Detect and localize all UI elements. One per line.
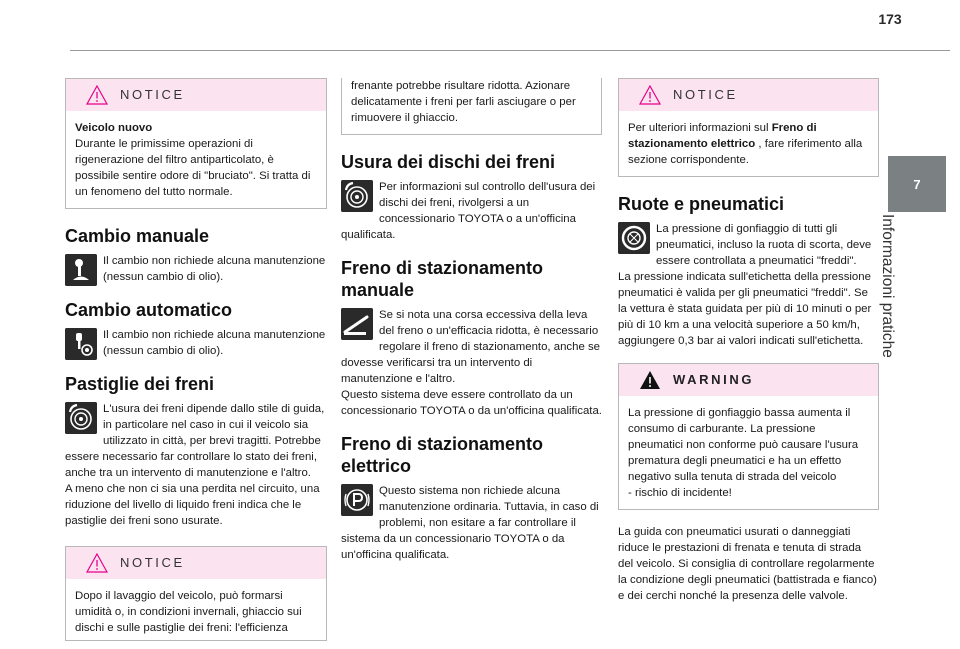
notice-body (66, 579, 326, 640)
parking-button-icon (341, 484, 373, 516)
warning-header (619, 364, 878, 396)
section-title: Cambio manuale (65, 226, 210, 246)
notice-text: Durante le primissime operazioni di rigenerazione del filtro antiparticolato, è possibile sentire odore di "bruciato". Si tratta di un fenomeno del tutto normale. (75, 138, 311, 198)
chapter-number: 7 (913, 176, 921, 192)
brake-disc-icon (65, 402, 97, 434)
warning-text: La pressione di gonfiaggio bassa aumenta il consumo di carburante. La pressione pneumatici non conforme può causare l'usura prematura degli pneumatici e ha un effetto negativo sulla tenuta di strada del veicolo (628, 407, 859, 483)
section-title: Pastiglie dei freni (65, 374, 215, 394)
notice-box-continued (341, 78, 602, 135)
section-title: Ruote e pneumatici (618, 194, 785, 214)
notice-box-new-vehicle (65, 78, 327, 209)
section-title: Freno di stazionamento elettrico (341, 434, 544, 476)
parking-lever-icon (341, 308, 373, 340)
section-text-2: A meno che non ci sia una perdita nel circuito, una riduzione del livello di liquido freni indica che le pastiglie dei freni sono usurate. (65, 483, 320, 527)
gear-lever-icon (65, 328, 97, 360)
notice-text: Dopo il lavaggio del veicolo, può formarsi umidità o, in condizioni invernali, ghiaccio sui dischi e sulle pastiglie dei freni: l'efficienza (75, 590, 302, 634)
section-brake-discs (341, 151, 602, 243)
notice-box-washing (65, 546, 327, 641)
warning-label: WARNING (673, 372, 755, 387)
section-manual-gearbox (65, 225, 327, 285)
section-brake-pads (65, 373, 327, 529)
column-2 (341, 78, 602, 563)
section-text: Se si nota una corsa eccessiva della leva del freno o un'efficacia ridotta, è necessario regolare il freno di stazionamento, anche se dovesse verificarsi tra un intervento di manutenzione e l'altro. (341, 309, 600, 385)
section-electric-parking-brake (341, 433, 602, 563)
warning-text-2: - rischio di incidente! (628, 487, 732, 499)
notice-label: NOTICE (673, 87, 738, 102)
header-rule (70, 50, 950, 51)
notice-body (342, 78, 601, 134)
notice-body (619, 111, 878, 176)
section-text: La pressione di gonfiaggio di tutti gli pneumatici, incluso la ruota di scorta, deve essere controllata a pneumatici "freddi". (656, 223, 872, 267)
closing-paragraph: La guida con pneumatici usurati o danneggiati riduce le prestazioni di frenata e tenuta di strada del veicolo. Si consiglia di controllare regolarmente la condizione degli pneumatici (battistrada e fianco) e dei cerchi nonché la presenza delle valvole. (618, 526, 877, 602)
brake-disc-icon (341, 180, 373, 212)
section-text: Il cambio non richiede alcuna manutenzione (nessun cambio di olio). (103, 329, 326, 357)
notice-subtitle: Veicolo nuovo (75, 122, 153, 134)
notice-label: NOTICE (120, 87, 185, 102)
notice-body (66, 111, 326, 208)
section-title: Usura dei dischi dei freni (341, 152, 556, 172)
notice-text: Per ulteriori informazioni sul Freno di stazionamento elettrico , fare riferimento alla sezione corrispondente. (628, 122, 863, 166)
column-1 (65, 78, 327, 641)
section-text-2: La pressione indicata sull'etichetta della pressione pneumatici è valida per gli pneumatici "freddi". Se la vettura è stata guidata per più di 10 minuti o per più di 10 km a una velocità superiore a 50 km/h, aggiungere 0,3 bar ai valori indicati sull'etichetta. (618, 271, 872, 347)
notice-header (66, 79, 326, 111)
notice-header (619, 79, 878, 111)
warning-triangle-icon (86, 85, 108, 105)
section-manual-parking-brake (341, 257, 602, 419)
section-title: Cambio automatico (65, 300, 233, 320)
notice-text: frenante potrebbe risultare ridotta. Azionare delicatamente i freni per farli asciugare o per rimuovere il ghiaccio. (351, 80, 576, 124)
gear-lever-icon (65, 254, 97, 286)
warning-triangle-icon (86, 553, 108, 573)
page-number: 173 (878, 11, 902, 27)
section-title: Freno di stazionamento manuale (341, 258, 544, 300)
section-text: Il cambio non richiede alcuna manutenzione (nessun cambio di olio). (103, 255, 326, 283)
column-3 (618, 78, 879, 604)
section-text: Questo sistema non richiede alcuna manutenzione ordinaria. Tuttavia, in caso di problemi, non esitare a far controllare il sistema da un concessionario TOYOTA o da un'officina qualificata. (341, 485, 599, 561)
notice-label: NOTICE (120, 555, 185, 570)
section-text-2: Questo sistema deve essere controllato da un concessionario TOYOTA o da un'officina qualificata. (341, 389, 602, 417)
section-text: L'usura dei freni dipende dallo stile di guida, in particolare nel caso in cui il veicolo sia utilizzato in città, per brevi tragitti. Potrebbe essere necessario far controllare lo stato dei freni, anche tra un intervento di manutenzione e l'altro. (65, 403, 325, 479)
section-wheels-tyres (618, 193, 879, 349)
chapter-tab (888, 156, 946, 212)
section-text: Per informazioni sul controllo dell'usura dei dischi dei freni, rivolgersi a un concessionario TOYOTA o a un'officina qualificata. (341, 181, 596, 241)
warning-box-tyre-pressure (618, 363, 879, 510)
section-auto-gearbox (65, 299, 327, 359)
chapter-title: Informazioni pratiche (879, 214, 896, 358)
notice-box-parking-ref (618, 78, 879, 177)
warning-triangle-icon (639, 370, 661, 390)
warning-triangle-icon (639, 85, 661, 105)
tire-icon (618, 222, 650, 254)
warning-body (619, 396, 878, 509)
notice-header (66, 547, 326, 579)
